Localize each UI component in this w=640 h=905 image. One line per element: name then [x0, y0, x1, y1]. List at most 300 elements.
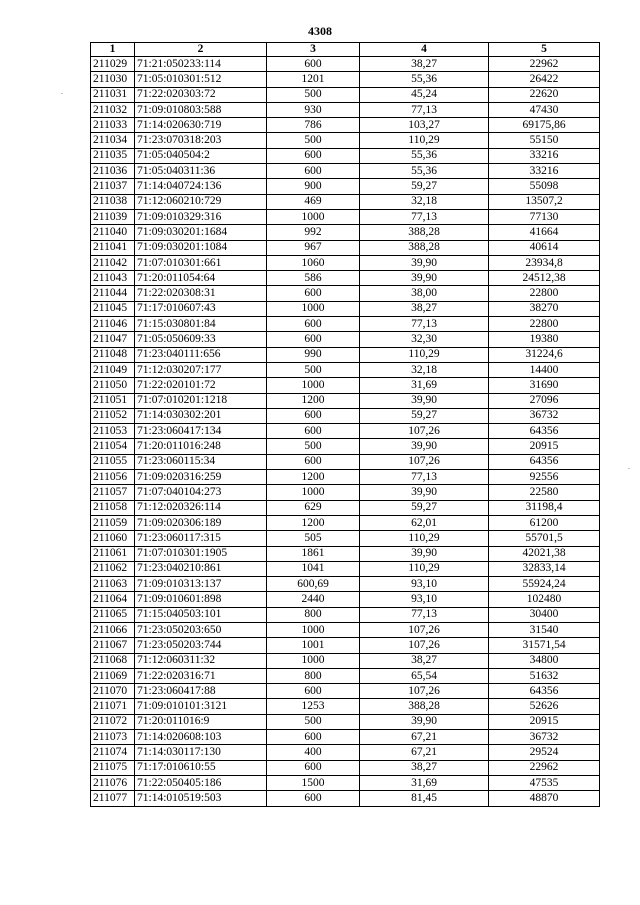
- table-cell-col3: 786: [267, 118, 360, 133]
- table-cell-col4: 77,13: [360, 470, 489, 485]
- table-cell-col1: 211037: [91, 179, 135, 194]
- table-cell-col3: 930: [267, 102, 360, 117]
- table-cell-col2: 71:12:060210:729: [135, 194, 267, 209]
- table-cell-col3: 1000: [267, 485, 360, 500]
- table-cell-col1: 211063: [91, 577, 135, 592]
- table-row: [91, 209, 600, 224]
- column-header-5: 5: [489, 43, 600, 57]
- header-row: [91, 43, 600, 57]
- table-cell-col1: 211076: [91, 775, 135, 790]
- table-cell-col3: 600: [267, 332, 360, 347]
- table-cell-col2: 71:14:020630:719: [135, 118, 267, 133]
- table-cell-col1: 211030: [91, 72, 135, 87]
- table-cell-col3: 600: [267, 408, 360, 423]
- table-cell-col3: 1861: [267, 546, 360, 561]
- table-cell-col3: 600: [267, 791, 360, 806]
- table-cell-col2: 71:23:060117:315: [135, 531, 267, 546]
- table-row: [91, 561, 600, 576]
- table-cell-col2: 71:22:020101:72: [135, 378, 267, 393]
- column-header-3: 3: [267, 43, 360, 57]
- table-cell-col4: 39,90: [360, 714, 489, 729]
- table-row: [91, 240, 600, 255]
- table-cell-col2: 71:23:060417:88: [135, 684, 267, 699]
- table-cell-col4: 45,24: [360, 87, 489, 102]
- table-cell-col5: 52626: [489, 699, 600, 714]
- table-cell-col2: 71:23:040210:861: [135, 561, 267, 576]
- table-cell-col5: 22800: [489, 286, 600, 301]
- table-cell-col1: 211036: [91, 164, 135, 179]
- table-cell-col4: 59,27: [360, 500, 489, 515]
- margin-speck: .: [628, 462, 630, 471]
- table-cell-col5: 38270: [489, 301, 600, 316]
- table-cell-col4: 32,18: [360, 194, 489, 209]
- table-row: [91, 286, 600, 301]
- table-cell-col5: 36732: [489, 730, 600, 745]
- page-number: 4308: [308, 24, 332, 38]
- table-cell-col4: 77,13: [360, 607, 489, 622]
- table-cell-col3: 967: [267, 240, 360, 255]
- column-header-2: 2: [135, 43, 267, 57]
- table-cell-col4: 32,30: [360, 332, 489, 347]
- table-cell-col2: 71:05:040504:2: [135, 148, 267, 163]
- table-cell-col5: 48870: [489, 791, 600, 806]
- table-row: [91, 699, 600, 714]
- table-cell-col1: 211058: [91, 500, 135, 515]
- table-cell-col4: 55,36: [360, 148, 489, 163]
- table-row: [91, 485, 600, 500]
- table-cell-col5: 22620: [489, 87, 600, 102]
- table-cell-col3: 500: [267, 87, 360, 102]
- table-cell-col3: 500: [267, 439, 360, 454]
- table-cell-col4: 388,28: [360, 225, 489, 240]
- table-cell-col3: 600: [267, 454, 360, 469]
- table-cell-col4: 62,01: [360, 515, 489, 530]
- table-cell-col5: 22962: [489, 57, 600, 72]
- table-cell-col5: 64356: [489, 424, 600, 439]
- table-cell-col3: 400: [267, 745, 360, 760]
- table-cell-col4: 110,29: [360, 347, 489, 362]
- data-table: [90, 42, 600, 807]
- table-cell-col4: 39,90: [360, 255, 489, 270]
- table-cell-col5: 33216: [489, 148, 600, 163]
- table-cell-col3: 1000: [267, 653, 360, 668]
- table-row: [91, 607, 600, 622]
- table-cell-col2: 71:15:040503:101: [135, 607, 267, 622]
- table-row: [91, 393, 600, 408]
- table-cell-col3: 629: [267, 500, 360, 515]
- table-row: [91, 515, 600, 530]
- table-cell-col4: 388,28: [360, 699, 489, 714]
- table-cell-col3: 990: [267, 347, 360, 362]
- table-cell-col2: 71:14:030302:201: [135, 408, 267, 423]
- table-cell-col5: 31224,6: [489, 347, 600, 362]
- table-cell-col1: 211047: [91, 332, 135, 347]
- table-cell-col2: 71:20:011016:248: [135, 439, 267, 454]
- table-cell-col5: 64356: [489, 454, 600, 469]
- table-cell-col5: 22962: [489, 760, 600, 775]
- table-cell-col5: 92556: [489, 470, 600, 485]
- table-cell-col3: 600: [267, 424, 360, 439]
- table-row: [91, 408, 600, 423]
- table-cell-col3: 1253: [267, 699, 360, 714]
- table-cell-col2: 71:09:030201:1684: [135, 225, 267, 240]
- table-cell-col4: 67,21: [360, 730, 489, 745]
- table-cell-col2: 71:14:030117:130: [135, 745, 267, 760]
- table-cell-col1: 211057: [91, 485, 135, 500]
- table-row: [91, 347, 600, 362]
- table-cell-col5: 33216: [489, 164, 600, 179]
- table-cell-col5: 22800: [489, 317, 600, 332]
- table-cell-col3: 1060: [267, 255, 360, 270]
- table-cell-col5: 31540: [489, 622, 600, 637]
- table-row: [91, 745, 600, 760]
- table-cell-col2: 71:14:040724:136: [135, 179, 267, 194]
- table-cell-col3: 500: [267, 362, 360, 377]
- table-cell-col2: 71:09:010313:137: [135, 577, 267, 592]
- table-cell-col2: 71:22:020308:31: [135, 286, 267, 301]
- table-cell-col1: 211059: [91, 515, 135, 530]
- table-cell-col4: 39,90: [360, 271, 489, 286]
- table-row: [91, 500, 600, 515]
- table-row: [91, 760, 600, 775]
- table-cell-col1: 211073: [91, 730, 135, 745]
- table-row: [91, 87, 600, 102]
- table-row: [91, 791, 600, 806]
- table-cell-col3: 1000: [267, 301, 360, 316]
- table-cell-col2: 71:05:010301:512: [135, 72, 267, 87]
- table-cell-col4: 59,27: [360, 408, 489, 423]
- table-cell-col2: 71:09:020306:189: [135, 515, 267, 530]
- table-cell-col5: 14400: [489, 362, 600, 377]
- table-body: [91, 57, 600, 807]
- table-cell-col3: 600,69: [267, 577, 360, 592]
- table-cell-col5: 34800: [489, 653, 600, 668]
- table-cell-col1: 211039: [91, 209, 135, 224]
- table-cell-col1: 211074: [91, 745, 135, 760]
- table-row: [91, 638, 600, 653]
- table-row: [91, 531, 600, 546]
- table-cell-col4: 38,00: [360, 286, 489, 301]
- table-cell-col1: 211034: [91, 133, 135, 148]
- table-cell-col5: 55098: [489, 179, 600, 194]
- table-cell-col2: 71:14:010519:503: [135, 791, 267, 806]
- table-row: [91, 714, 600, 729]
- margin-speck: .: [61, 87, 63, 96]
- table-cell-col1: 211048: [91, 347, 135, 362]
- table-cell-col5: 24512,38: [489, 271, 600, 286]
- table-cell-col4: 38,27: [360, 653, 489, 668]
- table-cell-col2: 71:22:050405:186: [135, 775, 267, 790]
- table-cell-col4: 107,26: [360, 684, 489, 699]
- table-cell-col5: 29524: [489, 745, 600, 760]
- table-cell-col4: 93,10: [360, 592, 489, 607]
- table-row: [91, 730, 600, 745]
- table-cell-col1: 211066: [91, 622, 135, 637]
- table-cell-col1: 211035: [91, 148, 135, 163]
- table-cell-col1: 211062: [91, 561, 135, 576]
- table-cell-col2: 71:07:040104:273: [135, 485, 267, 500]
- table-cell-col3: 586: [267, 271, 360, 286]
- table-row: [91, 378, 600, 393]
- table-cell-col4: 388,28: [360, 240, 489, 255]
- table-cell-col5: 23934,8: [489, 255, 600, 270]
- table-cell-col4: 39,90: [360, 546, 489, 561]
- table-cell-col3: 1200: [267, 515, 360, 530]
- table-cell-col5: 47430: [489, 102, 600, 117]
- table-row: [91, 332, 600, 347]
- table-cell-col2: 71:23:050203:744: [135, 638, 267, 653]
- table-row: [91, 225, 600, 240]
- table-cell-col3: 800: [267, 607, 360, 622]
- table-cell-col5: 32833,14: [489, 561, 600, 576]
- table-cell-col4: 31,69: [360, 378, 489, 393]
- table-cell-col2: 71:22:020316:71: [135, 668, 267, 683]
- table-cell-col5: 55924,24: [489, 577, 600, 592]
- table-cell-col1: 211065: [91, 607, 135, 622]
- table-cell-col3: 1500: [267, 775, 360, 790]
- table-cell-col3: 500: [267, 714, 360, 729]
- table-cell-col4: 32,18: [360, 362, 489, 377]
- table-cell-col1: 211033: [91, 118, 135, 133]
- table-cell-col4: 110,29: [360, 531, 489, 546]
- table-cell-col1: 211038: [91, 194, 135, 209]
- table-row: [91, 362, 600, 377]
- table-cell-col2: 71:09:020316:259: [135, 470, 267, 485]
- table-cell-col1: 211054: [91, 439, 135, 454]
- table-cell-col4: 65,54: [360, 668, 489, 683]
- table-cell-col1: 211056: [91, 470, 135, 485]
- table-cell-col2: 71:17:010607:43: [135, 301, 267, 316]
- table-cell-col4: 77,13: [360, 317, 489, 332]
- table-cell-col3: 600: [267, 164, 360, 179]
- table-cell-col5: 22580: [489, 485, 600, 500]
- table-cell-col1: 211068: [91, 653, 135, 668]
- table-cell-col5: 26422: [489, 72, 600, 87]
- table-cell-col4: 107,26: [360, 622, 489, 637]
- table-cell-col2: 71:12:030207:177: [135, 362, 267, 377]
- table-cell-col2: 71:15:030801:84: [135, 317, 267, 332]
- table-cell-col5: 31198,4: [489, 500, 600, 515]
- table-cell-col4: 38,27: [360, 57, 489, 72]
- column-header-1: 1: [91, 43, 135, 57]
- table-row: [91, 684, 600, 699]
- table-cell-col4: 77,13: [360, 102, 489, 117]
- table-row: [91, 470, 600, 485]
- table-cell-col1: 211067: [91, 638, 135, 653]
- table-cell-col4: 38,27: [360, 301, 489, 316]
- table-cell-col5: 64356: [489, 684, 600, 699]
- table-cell-col1: 211042: [91, 255, 135, 270]
- table-cell-col5: 47535: [489, 775, 600, 790]
- table-cell-col5: 61200: [489, 515, 600, 530]
- table-cell-col2: 71:09:010803:588: [135, 102, 267, 117]
- table-cell-col1: 211044: [91, 286, 135, 301]
- table-row: [91, 317, 600, 332]
- table-cell-col3: 992: [267, 225, 360, 240]
- table-cell-col4: 107,26: [360, 454, 489, 469]
- table-cell-col5: 13507,2: [489, 194, 600, 209]
- table-row: [91, 622, 600, 637]
- table-row: [91, 301, 600, 316]
- table-cell-col3: 600: [267, 760, 360, 775]
- table-cell-col2: 71:23:040111:656: [135, 347, 267, 362]
- table-cell-col3: 1200: [267, 393, 360, 408]
- table-cell-col1: 211040: [91, 225, 135, 240]
- table-row: [91, 454, 600, 469]
- table-cell-col5: 19380: [489, 332, 600, 347]
- table-cell-col3: 1041: [267, 561, 360, 576]
- table-cell-col3: 1000: [267, 622, 360, 637]
- table-row: [91, 179, 600, 194]
- table-cell-col1: 211043: [91, 271, 135, 286]
- table-cell-col2: 71:14:020608:103: [135, 730, 267, 745]
- table-cell-col3: 600: [267, 730, 360, 745]
- table-cell-col2: 71:23:060417:134: [135, 424, 267, 439]
- table-cell-col3: 900: [267, 179, 360, 194]
- table-cell-col4: 31,69: [360, 775, 489, 790]
- table-cell-col2: 71:12:020326:114: [135, 500, 267, 515]
- table-cell-col1: 211032: [91, 102, 135, 117]
- table-cell-col2: 71:22:020303:72: [135, 87, 267, 102]
- table-cell-col1: 211064: [91, 592, 135, 607]
- table-cell-col2: 71:05:040311:36: [135, 164, 267, 179]
- table-cell-col2: 71:23:060115:34: [135, 454, 267, 469]
- table-cell-col3: 1001: [267, 638, 360, 653]
- table-cell-col4: 110,29: [360, 133, 489, 148]
- table-row: [91, 775, 600, 790]
- table-cell-col4: 59,27: [360, 179, 489, 194]
- table-cell-col3: 600: [267, 57, 360, 72]
- table-cell-col5: 102480: [489, 592, 600, 607]
- table-row: [91, 72, 600, 87]
- table-cell-col2: 71:09:030201:1084: [135, 240, 267, 255]
- table-cell-col1: 211052: [91, 408, 135, 423]
- table-cell-col1: 211029: [91, 57, 135, 72]
- table-cell-col1: 211050: [91, 378, 135, 393]
- column-header-4: 4: [360, 43, 489, 57]
- table-cell-col1: 211031: [91, 87, 135, 102]
- table-cell-col2: 71:17:010610:55: [135, 760, 267, 775]
- table-row: [91, 271, 600, 286]
- table-cell-col1: 211055: [91, 454, 135, 469]
- table-cell-col1: 211072: [91, 714, 135, 729]
- table-cell-col3: 500: [267, 133, 360, 148]
- table-cell-col2: 71:23:070318:203: [135, 133, 267, 148]
- table-cell-col5: 40614: [489, 240, 600, 255]
- table-cell-col3: 1000: [267, 378, 360, 393]
- table-cell-col5: 27096: [489, 393, 600, 408]
- table-cell-col5: 42021,38: [489, 546, 600, 561]
- table-cell-col4: 39,90: [360, 485, 489, 500]
- table-row: [91, 592, 600, 607]
- table-cell-col4: 39,90: [360, 393, 489, 408]
- table-cell-col3: 800: [267, 668, 360, 683]
- table-cell-col2: 71:09:010101:3121: [135, 699, 267, 714]
- table-cell-col5: 51632: [489, 668, 600, 683]
- table-row: [91, 653, 600, 668]
- table-row: [91, 255, 600, 270]
- table-cell-col1: 211075: [91, 760, 135, 775]
- table-row: [91, 194, 600, 209]
- table-cell-col1: 211077: [91, 791, 135, 806]
- table-cell-col1: 211069: [91, 668, 135, 683]
- table-cell-col2: 71:05:050609:33: [135, 332, 267, 347]
- table-cell-col5: 20915: [489, 714, 600, 729]
- table-cell-col1: 211061: [91, 546, 135, 561]
- table-cell-col2: 71:23:050203:650: [135, 622, 267, 637]
- table-cell-col3: 600: [267, 684, 360, 699]
- table-cell-col4: 107,26: [360, 424, 489, 439]
- table-cell-col5: 55150: [489, 133, 600, 148]
- table-cell-col1: 211071: [91, 699, 135, 714]
- table-cell-col2: 71:09:010601:898: [135, 592, 267, 607]
- table-cell-col3: 600: [267, 148, 360, 163]
- table-cell-col4: 110,29: [360, 561, 489, 576]
- table-cell-col2: 71:20:011016:9: [135, 714, 267, 729]
- table-row: [91, 102, 600, 117]
- table-row: [91, 424, 600, 439]
- table-cell-col5: 69175,86: [489, 118, 600, 133]
- table-cell-col5: 55701,5: [489, 531, 600, 546]
- table-cell-col4: 77,13: [360, 209, 489, 224]
- table-cell-col4: 81,45: [360, 791, 489, 806]
- table-cell-col3: 2440: [267, 592, 360, 607]
- table-cell-col5: 41664: [489, 225, 600, 240]
- table-cell-col3: 600: [267, 317, 360, 332]
- table-cell-col1: 211060: [91, 531, 135, 546]
- table-cell-col3: 1200: [267, 470, 360, 485]
- table-cell-col1: 211046: [91, 317, 135, 332]
- table-cell-col4: 103,27: [360, 118, 489, 133]
- table-cell-col3: 505: [267, 531, 360, 546]
- table-cell-col3: 469: [267, 194, 360, 209]
- table-cell-col5: 31690: [489, 378, 600, 393]
- table-cell-col1: 211051: [91, 393, 135, 408]
- table-cell-col1: 211041: [91, 240, 135, 255]
- table-row: [91, 57, 600, 72]
- table-row: [91, 668, 600, 683]
- table-cell-col2: 71:07:010201:1218: [135, 393, 267, 408]
- table-cell-col2: 71:09:010329:316: [135, 209, 267, 224]
- table-cell-col3: 600: [267, 286, 360, 301]
- table-cell-col2: 71:21:050233:114: [135, 57, 267, 72]
- table-row: [91, 577, 600, 592]
- table-cell-col3: 1000: [267, 209, 360, 224]
- table-cell-col2: 71:07:010301:661: [135, 255, 267, 270]
- table-row: [91, 118, 600, 133]
- table-cell-col2: 71:12:060311:32: [135, 653, 267, 668]
- table-cell-col5: 36732: [489, 408, 600, 423]
- table-cell-col5: 30400: [489, 607, 600, 622]
- table-cell-col1: 211049: [91, 362, 135, 377]
- table-cell-col4: 39,90: [360, 439, 489, 454]
- table-row: [91, 546, 600, 561]
- table-cell-col4: 55,36: [360, 164, 489, 179]
- table-cell-col5: 31571,54: [489, 638, 600, 653]
- table-cell-col4: 107,26: [360, 638, 489, 653]
- table-cell-col4: 55,36: [360, 72, 489, 87]
- table-cell-col2: 71:20:011054:64: [135, 271, 267, 286]
- table-row: [91, 148, 600, 163]
- table-cell-col4: 38,27: [360, 760, 489, 775]
- table-cell-col5: 20915: [489, 439, 600, 454]
- table-cell-col5: 77130: [489, 209, 600, 224]
- table-cell-col1: 211070: [91, 684, 135, 699]
- table-cell-col2: 71:07:010301:1905: [135, 546, 267, 561]
- table-row: [91, 164, 600, 179]
- table-row: [91, 133, 600, 148]
- table-cell-col3: 1201: [267, 72, 360, 87]
